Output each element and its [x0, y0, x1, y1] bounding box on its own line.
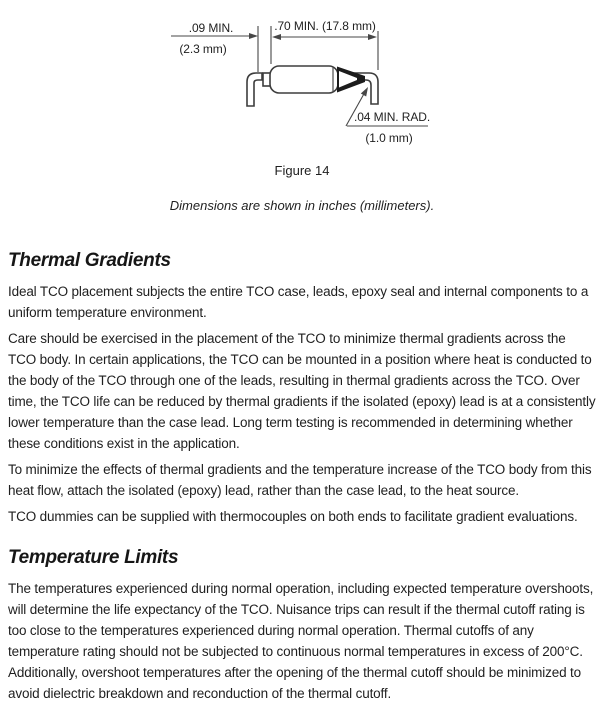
tco-body — [270, 66, 338, 93]
dim-label-bend-radius: .04 MIN. RAD. — [354, 110, 431, 124]
figure-note: Dimensions are shown in inches (millimeters). — [169, 198, 435, 213]
section-heading-thermal-gradients: Thermal Gradients — [8, 250, 171, 271]
dim-label-lead-min-mm: (2.3 mm) — [179, 42, 227, 56]
arrowhead-bend-radius — [361, 87, 368, 97]
tco-left-lead — [247, 73, 262, 106]
tco-component — [247, 66, 378, 106]
tco-dimension-diagram — [0, 0, 604, 150]
arrowhead-body-length-left — [272, 34, 281, 40]
dim-label-body-length: .70 MIN. (17.8 mm) — [274, 19, 376, 33]
dim-label-bend-radius-mm: (1.0 mm) — [365, 131, 413, 145]
arrowhead-lead-min — [249, 33, 258, 39]
paragraph-thermal-gradients-4: TCO dummies can be supplied with thermocouples on both ends to facilitate gradient evaluations. — [8, 509, 578, 524]
figure-caption: Figure 14 — [274, 163, 330, 178]
paragraph-thermal-gradients-2: Care should be exercised in the placement of the TCO to minimize thermal gradients across the TCO body. In certain applications, the TCO can be mounted in a position where heat is conducted to the body of the TCO through one of the leads, resulting in thermal gradients across the TCO. Over time, the TCO life can be reduced by thermal gradients if the isolated (epoxy) lead is at a consistently lower temperature than the case lead. Long term testing is recommended in determining whether these conditions exist in the application. — [8, 331, 596, 451]
paragraph-thermal-gradients-3: To minimize the effects of thermal gradients and the temperature increase of the TCO body from this heat flow, attach the isolated (epoxy) lead, rather than the case lead, to the heat source. — [8, 462, 592, 498]
dim-label-lead-min: .09 MIN. — [188, 21, 234, 35]
arrowhead-body-length-right — [368, 34, 377, 40]
tco-epoxy-seal — [337, 67, 365, 93]
paragraph-thermal-gradients-1: Ideal TCO placement subjects the entire TCO case, leads, epoxy seal and internal components to a uniform temperature environment. — [8, 284, 589, 320]
section-heading-temperature-limits: Temperature Limits — [8, 547, 179, 568]
paragraph-temperature-limits-1: The temperatures experienced during normal operation, including expected temperature overshoots, will determine the life expectancy of the TCO. Nuisance trips can result if the thermal cutoff rating is too close to the temperatures experienced during normal operation. Thermal cutoffs of any temperature rating should not be subjected to continuous normal temperatures in excess of 200°C. Additionally, overshoot temperatures after the opening of the thermal cutoff should be minimized to avoid dielectric breakdown and reconduction of the thermal cutoff. — [8, 581, 594, 701]
document-body — [0, 248, 604, 701]
